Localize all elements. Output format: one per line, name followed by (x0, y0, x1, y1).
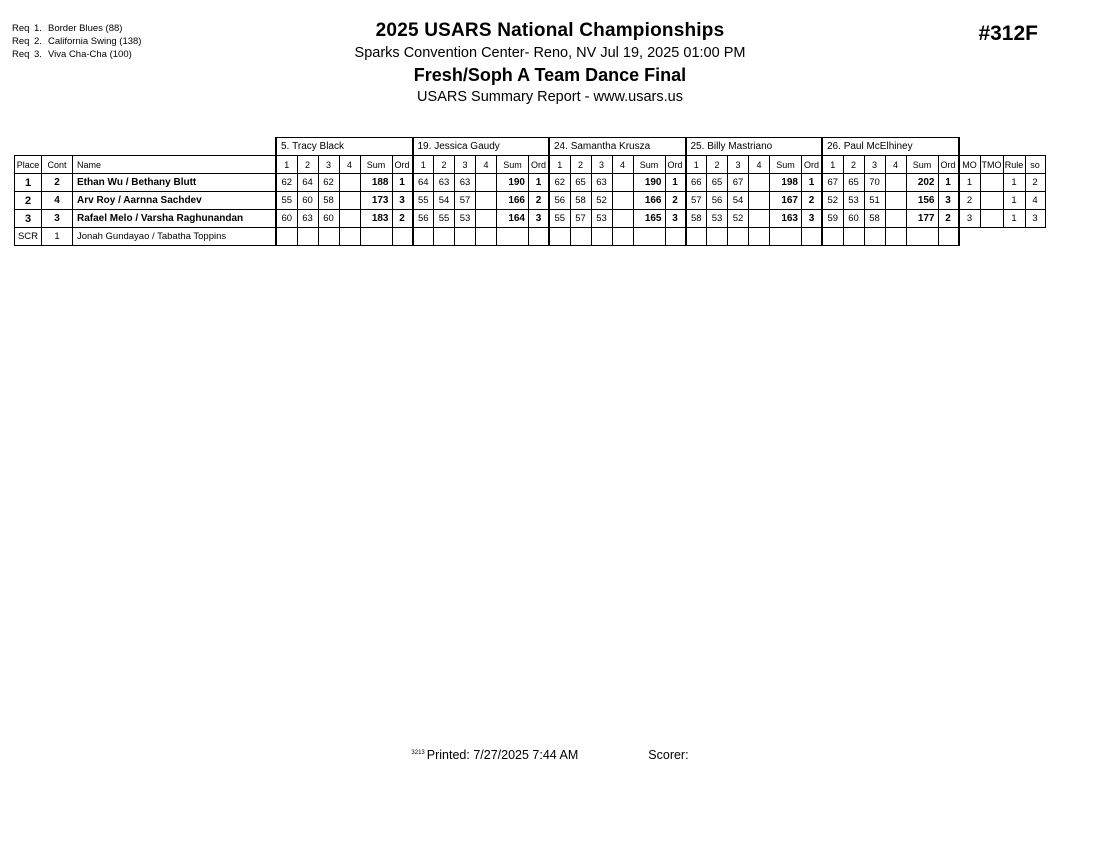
judge-name: Samantha Krusza (570, 141, 651, 152)
cell-j5-s3: 70 (864, 174, 885, 192)
cell-j1-s2: 63 (297, 210, 318, 228)
cell-j4-sum: 198 (770, 174, 802, 192)
table-row[interactable] (15, 228, 1046, 246)
cell-j1-ord: 2 (392, 210, 413, 228)
cell-j1-ord: 1 (392, 174, 413, 192)
scorer-label: Scorer: (648, 748, 689, 762)
cell-tmo (980, 210, 1003, 228)
header-j1-s2: 2 (297, 156, 318, 174)
cell-j3-s3: 52 (591, 192, 612, 210)
cell-j5-s1: 52 (822, 192, 843, 210)
cell-place: 3 (15, 210, 42, 228)
requirement-label: Req (12, 23, 30, 34)
cell-j2-s2 (434, 228, 455, 246)
judge-name: Paul McElhiney (843, 141, 913, 152)
cell-j4-sum (770, 228, 802, 246)
cell-j1-s1 (276, 228, 297, 246)
report-header (0, 20, 1100, 105)
header-name: Name (73, 156, 277, 174)
header-j5-s1: 1 (822, 156, 843, 174)
cell-j2-sum: 164 (497, 210, 529, 228)
table-row[interactable] (15, 210, 1046, 228)
cell-rule: 1 (1003, 192, 1025, 210)
cell-j3-s1: 62 (549, 174, 570, 192)
header-j1-ord: Ord (392, 156, 413, 174)
table-row[interactable] (15, 174, 1046, 192)
page-marker: 3213 (411, 749, 425, 756)
header-j3-s3: 3 (591, 156, 612, 174)
cell-tmo (980, 192, 1003, 210)
judge-header-2 (413, 138, 550, 156)
cell-j3-ord: 2 (665, 192, 686, 210)
event-title: Fresh/Soph A Team Dance Final (413, 65, 687, 85)
cell-name: Ethan Wu / Bethany Blutt (73, 174, 277, 192)
cell-j4-s2: 56 (707, 192, 728, 210)
cell-so: 2 (1025, 174, 1045, 192)
page-title: 2025 USARS National Championships (375, 20, 725, 41)
cell-j2-s1: 55 (413, 192, 434, 210)
cell-j2-s4 (476, 228, 497, 246)
cell-cont: 4 (42, 192, 73, 210)
cell-mo (959, 228, 981, 246)
judge-header-row (15, 138, 1046, 156)
column-header-row (15, 156, 1046, 174)
cell-j4-s4 (749, 174, 770, 192)
header-j2-s2: 2 (434, 156, 455, 174)
cell-j2-sum: 190 (497, 174, 529, 192)
cell-j2-s4 (476, 210, 497, 228)
header-j4-s1: 1 (686, 156, 707, 174)
cell-j5-s4 (885, 192, 906, 210)
header-j1-sum: Sum (360, 156, 392, 174)
judge-number: 5. (281, 141, 290, 152)
header-j4-ord: Ord (802, 156, 823, 174)
requirement-number: 3. (34, 49, 42, 60)
header-j5-sum: Sum (906, 156, 938, 174)
requirement-number: 1. (34, 23, 42, 34)
cell-j4-s3: 52 (728, 210, 749, 228)
header-j2-ord: Ord (529, 156, 550, 174)
cell-j1-s1: 62 (276, 174, 297, 192)
venue-line: Sparks Convention Center- Reno, NV Jul 19, 2025 01:00 PM (354, 45, 746, 61)
header-j5-s2: 2 (843, 156, 864, 174)
cell-j2-s1 (413, 228, 434, 246)
requirement-number: 2. (34, 36, 42, 47)
judge-header-1 (276, 138, 413, 156)
cell-j3-ord: 3 (665, 210, 686, 228)
cell-j1-s3: 60 (318, 210, 339, 228)
cell-j3-sum (633, 228, 665, 246)
requirement-text: Border Blues (88) (48, 23, 123, 34)
cell-cont: 1 (42, 228, 73, 246)
table-row[interactable] (15, 192, 1046, 210)
cell-mo: 1 (959, 174, 981, 192)
cell-rule: 1 (1003, 210, 1025, 228)
cell-j3-ord: 1 (665, 174, 686, 192)
cell-name: Arv Roy / Aarnna Sachdev (73, 192, 277, 210)
cell-j1-s4 (339, 174, 360, 192)
cell-j1-sum: 173 (360, 192, 392, 210)
cell-j1-s2: 60 (297, 192, 318, 210)
cell-j3-s2: 65 (570, 174, 591, 192)
judge-name: Billy Mastriano (707, 141, 773, 152)
event-number: #312F (978, 22, 1038, 45)
cell-j4-s1: 57 (686, 192, 707, 210)
cell-j1-s4 (339, 192, 360, 210)
cell-rule (1003, 228, 1025, 246)
cell-j3-ord (665, 228, 686, 246)
cell-j2-s3: 53 (455, 210, 476, 228)
cell-j2-ord: 3 (529, 210, 550, 228)
cell-j3-s1 (549, 228, 570, 246)
header-j1-s4: 4 (339, 156, 360, 174)
cell-j1-s4 (339, 228, 360, 246)
cell-j5-ord: 2 (938, 210, 959, 228)
cell-j1-s2: 64 (297, 174, 318, 192)
requirement-text: Viva Cha-Cha (100) (48, 49, 132, 60)
requirement-label: Req (12, 36, 30, 47)
cell-j3-s3: 53 (591, 210, 612, 228)
header-j2-sum: Sum (497, 156, 529, 174)
cell-j4-s4 (749, 210, 770, 228)
header-cont: Cont (42, 156, 73, 174)
cell-mo: 2 (959, 192, 981, 210)
cell-j4-s3 (728, 228, 749, 246)
cell-j2-sum (497, 228, 529, 246)
cell-j1-s3: 62 (318, 174, 339, 192)
cell-so (1025, 228, 1045, 246)
cell-j4-s4 (749, 228, 770, 246)
cell-j1-sum (360, 228, 392, 246)
cell-j5-sum: 156 (906, 192, 938, 210)
cell-cont: 3 (42, 210, 73, 228)
cell-j3-s2 (570, 228, 591, 246)
cell-j5-ord: 1 (938, 174, 959, 192)
cell-j3-s2: 58 (570, 192, 591, 210)
header-j3-s4: 4 (612, 156, 633, 174)
header-j5-s3: 3 (864, 156, 885, 174)
cell-j4-s1: 58 (686, 210, 707, 228)
printed-text: Printed: 7/27/2025 7:44 AM (426, 748, 579, 762)
cell-j2-ord (529, 228, 550, 246)
header-j5-s4: 4 (885, 156, 906, 174)
header-j3-ord: Ord (665, 156, 686, 174)
cell-j2-sum: 166 (497, 192, 529, 210)
judge-name: Tracy Black (292, 141, 344, 152)
cell-j4-ord (802, 228, 823, 246)
cell-so: 3 (1025, 210, 1045, 228)
header-j4-s4: 4 (749, 156, 770, 174)
judge-header-spacer (15, 138, 277, 156)
judge-name: Jessica Gaudy (434, 141, 500, 152)
cell-j1-s4 (339, 210, 360, 228)
cell-j5-s2 (843, 228, 864, 246)
header-j4-s2: 2 (707, 156, 728, 174)
cell-place: 1 (15, 174, 42, 192)
cell-j4-ord: 2 (802, 192, 823, 210)
cell-j4-sum: 167 (770, 192, 802, 210)
cell-j4-s4 (749, 192, 770, 210)
cell-j4-s3: 67 (728, 174, 749, 192)
cell-j5-sum (906, 228, 938, 246)
judge-header-5 (822, 138, 959, 156)
header-j3-sum: Sum (633, 156, 665, 174)
header-place: Place (15, 156, 42, 174)
cell-j4-s1: 66 (686, 174, 707, 192)
cell-j1-s2 (297, 228, 318, 246)
cell-j2-s2: 55 (434, 210, 455, 228)
requirement-text: California Swing (138) (48, 36, 142, 47)
cell-j1-sum: 183 (360, 210, 392, 228)
cell-j4-s2: 53 (707, 210, 728, 228)
cell-j5-s1: 59 (822, 210, 843, 228)
footer (0, 748, 1100, 762)
judge-header-4 (686, 138, 823, 156)
cell-j3-s1: 55 (549, 210, 570, 228)
cell-j5-s3: 58 (864, 210, 885, 228)
cell-j2-s2: 54 (434, 192, 455, 210)
judge-number: 26. (827, 141, 841, 152)
report-subtitle: USARS Summary Report - www.usars.us (417, 89, 683, 105)
cell-j1-sum: 188 (360, 174, 392, 192)
cell-mo: 3 (959, 210, 981, 228)
cell-j5-s2: 53 (843, 192, 864, 210)
cell-place: 2 (15, 192, 42, 210)
cell-j4-ord: 1 (802, 174, 823, 192)
judge-header-3 (549, 138, 686, 156)
cell-j3-s4 (612, 192, 633, 210)
judge-number: 19. (417, 141, 432, 152)
header-j2-s4: 4 (476, 156, 497, 174)
cell-j5-s1: 67 (822, 174, 843, 192)
cell-j1-s1: 60 (276, 210, 297, 228)
header-tmo: TMO (980, 156, 1003, 174)
cell-j5-s3: 51 (864, 192, 885, 210)
cell-j3-s3 (591, 228, 612, 246)
cell-j2-ord: 2 (529, 192, 550, 210)
cell-j4-s3: 54 (728, 192, 749, 210)
cell-j5-ord (938, 228, 959, 246)
cell-j3-s4 (612, 210, 633, 228)
cell-j5-ord: 3 (938, 192, 959, 210)
cell-j1-s1: 55 (276, 192, 297, 210)
cell-j2-s3: 57 (455, 192, 476, 210)
cell-place: SCR (15, 228, 42, 246)
header-mo: MO (959, 156, 981, 174)
cell-j4-s2: 65 (707, 174, 728, 192)
cell-j3-sum: 166 (633, 192, 665, 210)
header-rule: Rule (1003, 156, 1025, 174)
header-j3-s1: 1 (549, 156, 570, 174)
cell-j3-sum: 165 (633, 210, 665, 228)
cell-j2-s4 (476, 192, 497, 210)
cell-tmo (980, 228, 1003, 246)
cell-j2-s3 (455, 228, 476, 246)
cell-j5-s2: 65 (843, 174, 864, 192)
judge-number: 24. (554, 141, 568, 152)
cell-j5-s4 (885, 174, 906, 192)
cell-j2-s3: 63 (455, 174, 476, 192)
cell-j5-sum: 177 (906, 210, 938, 228)
cell-j2-s4 (476, 174, 497, 192)
cell-tmo (980, 174, 1003, 192)
cell-j3-s2: 57 (570, 210, 591, 228)
cell-j4-sum: 163 (770, 210, 802, 228)
score-sheet (14, 137, 1046, 246)
cell-rule: 1 (1003, 174, 1025, 192)
cell-cont: 2 (42, 174, 73, 192)
cell-name: Rafael Melo / Varsha Raghunandan (73, 210, 277, 228)
results-table (14, 137, 1046, 246)
cell-j2-s2: 63 (434, 174, 455, 192)
cell-j5-s1 (822, 228, 843, 246)
cell-j3-s4 (612, 174, 633, 192)
cell-j1-s3 (318, 228, 339, 246)
requirement-label: Req (12, 49, 30, 60)
header-j4-sum: Sum (770, 156, 802, 174)
cell-j5-s2: 60 (843, 210, 864, 228)
cell-j4-s2 (707, 228, 728, 246)
cell-j3-s4 (612, 228, 633, 246)
cell-j2-s1: 64 (413, 174, 434, 192)
header-j2-s3: 3 (455, 156, 476, 174)
cell-j5-s3 (864, 228, 885, 246)
header-j1-s1: 1 (276, 156, 297, 174)
judge-header-spacer-right (959, 138, 1046, 156)
cell-j1-s3: 58 (318, 192, 339, 210)
cell-j5-s4 (885, 228, 906, 246)
header-j5-ord: Ord (938, 156, 959, 174)
cell-j4-ord: 3 (802, 210, 823, 228)
cell-j3-sum: 190 (633, 174, 665, 192)
cell-j1-ord: 3 (392, 192, 413, 210)
header-j3-s2: 2 (570, 156, 591, 174)
cell-j3-s1: 56 (549, 192, 570, 210)
header-so: so (1025, 156, 1045, 174)
cell-j2-s1: 56 (413, 210, 434, 228)
judge-number: 25. (690, 141, 705, 152)
cell-so: 4 (1025, 192, 1045, 210)
header-j1-s3: 3 (318, 156, 339, 174)
cell-j5-sum: 202 (906, 174, 938, 192)
cell-j2-ord: 1 (529, 174, 550, 192)
cell-name: Jonah Gundayao / Tabatha Toppins (73, 228, 277, 246)
cell-j3-s3: 63 (591, 174, 612, 192)
cell-j4-s1 (686, 228, 707, 246)
cell-j5-s4 (885, 210, 906, 228)
header-j2-s1: 1 (413, 156, 434, 174)
header-j4-s3: 3 (728, 156, 749, 174)
cell-j1-ord (392, 228, 413, 246)
